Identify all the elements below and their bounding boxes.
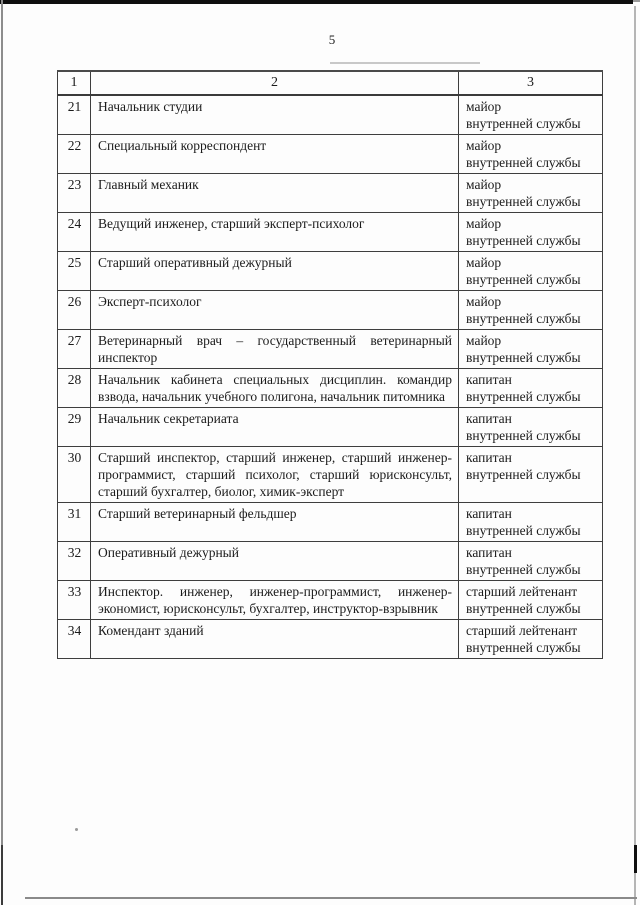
rank-cell: [459, 135, 603, 174]
scan-artifact-right-edge: [634, 6, 636, 905]
position-cell: Специальный корреспондент: [91, 135, 459, 174]
rank-line-1: старший лейтенант: [466, 623, 578, 638]
rank-cell: [459, 291, 603, 330]
rank-line-2: внутренней службы: [466, 640, 581, 655]
row-number: 23: [58, 174, 91, 213]
rank-cell: [459, 252, 603, 291]
position-cell: Начальник секретариата: [91, 408, 459, 447]
rank-line-1: старший лейтенант: [466, 584, 578, 599]
table-row: [58, 408, 603, 447]
row-number: 29: [58, 408, 91, 447]
scan-artifact-bottom-line: [25, 897, 637, 899]
position-cell: Старший оперативный дежурный: [91, 252, 459, 291]
rank-cell: [459, 503, 603, 542]
position-cell: Оперативный дежурный: [91, 542, 459, 581]
rank-line-2: внутренней службы: [466, 562, 581, 577]
rank-line-2: внутренней службы: [466, 350, 581, 365]
rank-line-2: внутренней службы: [466, 467, 581, 482]
row-number: 25: [58, 252, 91, 291]
rank-cell: [459, 447, 603, 503]
position-cell: Начальник студии: [91, 95, 459, 135]
column-header-3: 3: [459, 71, 603, 95]
row-number: 26: [58, 291, 91, 330]
row-number: 30: [58, 447, 91, 503]
row-number: 32: [58, 542, 91, 581]
position-cell: Ветеринарный врач – государственный ветеринарный инспектор: [91, 330, 459, 369]
rank-line-1: капитан: [466, 411, 512, 426]
table-row: [58, 369, 603, 408]
position-cell: Комендант зданий: [91, 620, 459, 659]
rank-cell: [459, 369, 603, 408]
rank-line-2: внутренней службы: [466, 311, 581, 326]
scan-artifact-left-edge-dark: [1, 845, 3, 905]
rank-line-2: внутренней службы: [466, 389, 581, 404]
rank-line-2: внутренней службы: [466, 194, 581, 209]
table-row: [58, 503, 603, 542]
table-row: [58, 330, 603, 369]
table-row: [58, 620, 603, 659]
rank-line-2: внутренней службы: [466, 155, 581, 170]
row-number: 33: [58, 581, 91, 620]
table-row: [58, 291, 603, 330]
table-header-row: [58, 71, 603, 95]
position-cell: Старший инспектор, старший инженер, старший инженер-программист, старший психолог, старший юрисконсульт, старший бухгалтер, биолог, химик-эксперт: [91, 447, 459, 503]
table-row: [58, 213, 603, 252]
rank-cell: [459, 542, 603, 581]
row-number: 21: [58, 95, 91, 135]
rank-cell: [459, 174, 603, 213]
rank-line-1: майор: [466, 99, 502, 114]
rank-line-1: капитан: [466, 372, 512, 387]
scan-artifact-top-bar-light: [633, 0, 640, 2]
rank-table: [57, 70, 603, 659]
rank-line-1: капитан: [466, 545, 512, 560]
table-row: [58, 135, 603, 174]
rank-line-2: внутренней службы: [466, 233, 581, 248]
position-cell: Эксперт-психолог: [91, 291, 459, 330]
rank-cell: [459, 213, 603, 252]
rank-line-1: майор: [466, 177, 502, 192]
rank-cell: [459, 620, 603, 659]
row-number: 31: [58, 503, 91, 542]
scan-artifact-speck: [75, 828, 78, 831]
table-row: [58, 447, 603, 503]
table-row: [58, 252, 603, 291]
rank-cell: [459, 581, 603, 620]
rank-line-2: внутренней службы: [466, 116, 581, 131]
rank-line-1: майор: [466, 294, 502, 309]
scan-artifact-right-edge-dark: [634, 845, 637, 873]
column-header-2: 2: [91, 71, 459, 95]
rank-line-1: майор: [466, 138, 502, 153]
rank-line-1: майор: [466, 216, 502, 231]
table-header: [58, 71, 603, 95]
scan-artifact-table-smudge: [330, 62, 480, 64]
rank-line-2: внутренней службы: [466, 428, 581, 443]
rank-cell: [459, 330, 603, 369]
row-number: 34: [58, 620, 91, 659]
row-number: 22: [58, 135, 91, 174]
rank-line-1: майор: [466, 255, 502, 270]
row-number: 24: [58, 213, 91, 252]
rank-line-2: внутренней службы: [466, 523, 581, 538]
page-number: 5: [328, 32, 336, 47]
position-cell: Главный механик: [91, 174, 459, 213]
row-number: 28: [58, 369, 91, 408]
rank-line-2: внутренней службы: [466, 601, 581, 616]
position-cell: Ведущий инженер, старший эксперт-психолог: [91, 213, 459, 252]
table-row: [58, 95, 603, 135]
table-row: [58, 174, 603, 213]
rank-line-2: внутренней службы: [466, 272, 581, 287]
position-cell: Старший ветеринарный фельдшер: [91, 503, 459, 542]
rank-cell: [459, 408, 603, 447]
scan-artifact-left-edge: [1, 0, 3, 905]
table-row: [58, 581, 603, 620]
rank-line-1: капитан: [466, 450, 512, 465]
table-body: [58, 95, 603, 659]
column-header-1: 1: [58, 71, 91, 95]
rank-line-1: майор: [466, 333, 502, 348]
rank-cell: [459, 95, 603, 135]
scan-artifact-top-bar: [0, 0, 633, 4]
rank-line-1: капитан: [466, 506, 512, 521]
position-cell: Инспектор. инженер, инженер-программист, инженер-экономист, юрисконсульт, бухгалтер, инструктор-взрывник: [91, 581, 459, 620]
row-number: 27: [58, 330, 91, 369]
position-cell: Начальник кабинета специальных дисциплин. командир взвода, начальник учебного полигона, начальник питомника: [91, 369, 459, 408]
table-row: [58, 542, 603, 581]
